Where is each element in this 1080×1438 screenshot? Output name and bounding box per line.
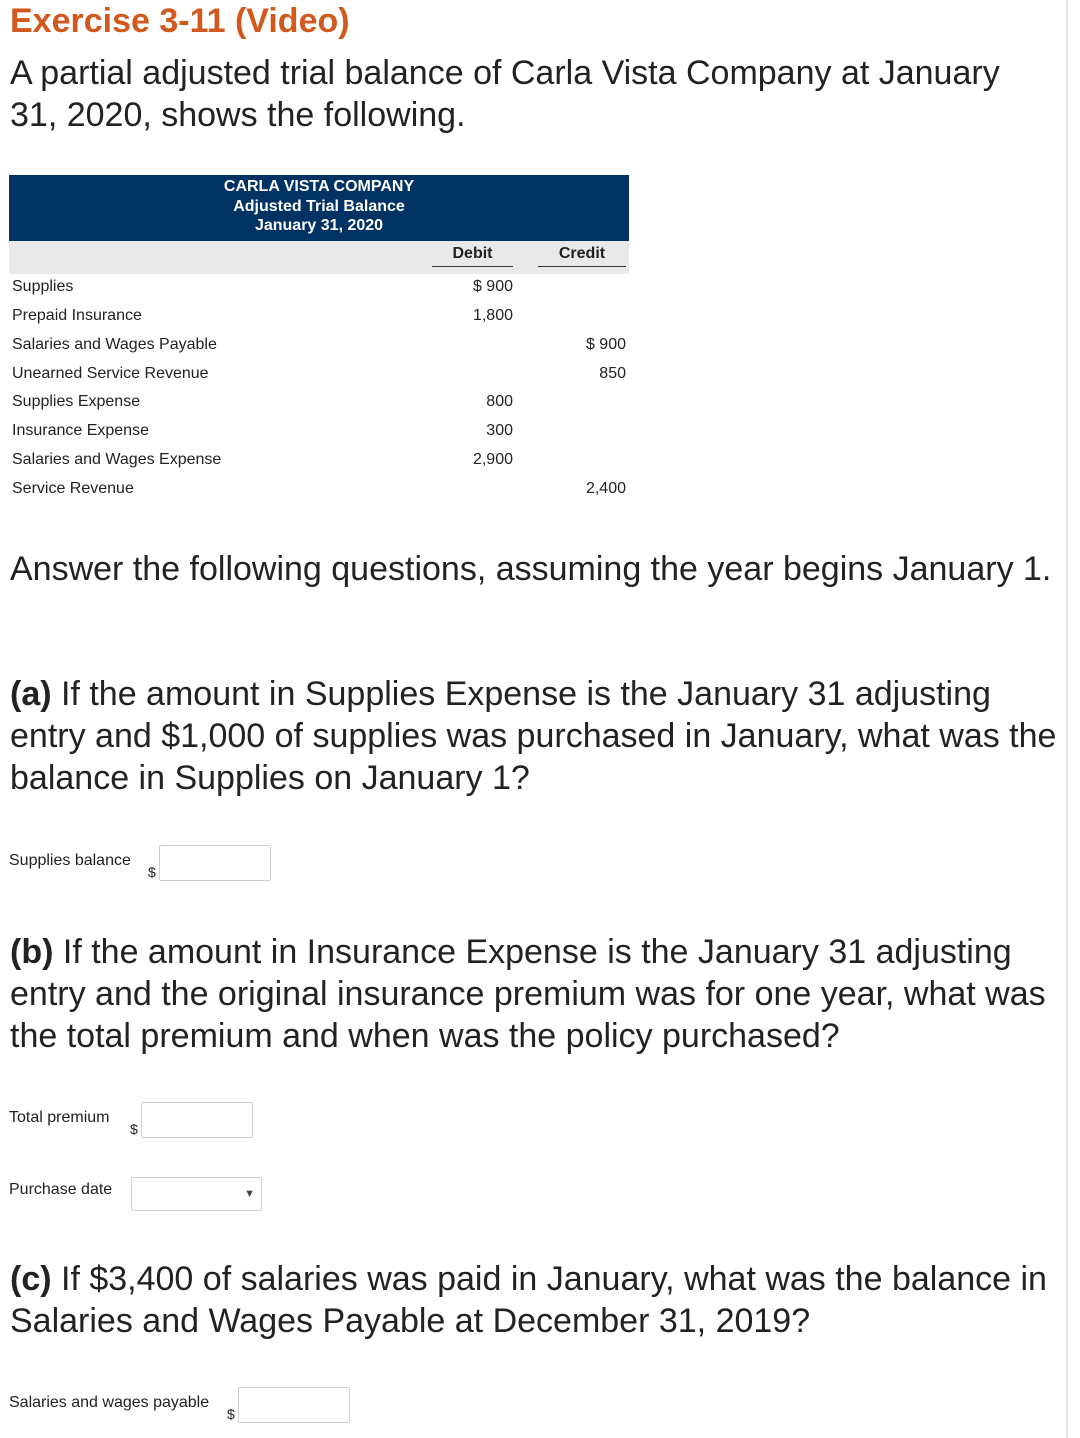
- account-name: Prepaid Insurance: [12, 307, 142, 324]
- statement-name: Adjusted Trial Balance: [233, 198, 405, 215]
- column-header-bar: [9, 241, 629, 274]
- supplies-balance-input[interactable]: [159, 845, 271, 881]
- debit-amount: 800: [486, 393, 513, 410]
- debit-amount: $ 900: [472, 278, 513, 295]
- debit-column-header: Debit: [432, 245, 513, 267]
- credit-amount: 2,400: [585, 480, 626, 497]
- salaries-payable-input[interactable]: [238, 1387, 350, 1423]
- instructions-text: Answer the following questions, assuming the year begins January 1.: [10, 550, 1052, 588]
- trial-balance-header: [9, 175, 629, 241]
- account-name: Supplies: [12, 278, 74, 295]
- account-name: Service Revenue: [12, 480, 134, 497]
- question-b-text: If the amount in Insurance Expense is the January 31 adjusting entry and the original insurance premium was for one year, what was the total premium and when was the policy purchased?: [10, 933, 1046, 1055]
- supplies-balance-label: Supplies balance: [9, 852, 131, 869]
- total-premium-input[interactable]: [141, 1102, 253, 1138]
- purchase-date-label: Purchase date: [9, 1181, 113, 1198]
- question-c-letter: (c): [10, 1260, 52, 1298]
- statement-date: January 31, 2020: [254, 217, 384, 234]
- account-name: Salaries and Wages Expense: [12, 451, 222, 468]
- debit-amount: 2,900: [472, 451, 513, 468]
- question-b: [10, 931, 1060, 1057]
- currency-symbol: $: [130, 1121, 138, 1137]
- credit-amount: 850: [599, 365, 626, 382]
- question-c-text: If $3,400 of salaries was paid in January, what was the balance in Salaries and Wages Payable at December 31, 2019?: [10, 1260, 1047, 1340]
- company-name: CARLA VISTA COMPANY: [223, 178, 415, 195]
- credit-amount: $ 900: [585, 336, 626, 353]
- question-a: [10, 673, 1060, 799]
- chevron-down-icon: ▼: [244, 1188, 255, 1200]
- currency-symbol: $: [148, 864, 156, 880]
- currency-symbol: $: [227, 1406, 235, 1422]
- credit-column-header: Credit: [538, 245, 626, 267]
- debit-amount: 1,800: [472, 307, 513, 324]
- account-name: Unearned Service Revenue: [12, 365, 209, 382]
- question-a-letter: (a): [10, 675, 52, 713]
- account-name: Salaries and Wages Payable: [12, 336, 217, 353]
- account-name: Insurance Expense: [12, 422, 149, 439]
- account-name: Supplies Expense: [12, 393, 141, 410]
- question-c: [10, 1258, 1060, 1342]
- exercise-title: Exercise 3-11 (Video): [10, 2, 350, 40]
- purchase-date-select[interactable]: [131, 1177, 262, 1211]
- salaries-payable-label: Salaries and wages payable: [9, 1394, 210, 1411]
- question-a-text: If the amount in Supplies Expense is the January 31 adjusting entry and $1,000 of supplies was purchased in January, what was the balance in Supplies on January 1?: [10, 675, 1057, 797]
- intro-text: A partial adjusted trial balance of Carla Vista Company at January 31, 2020, shows the following.: [10, 54, 1000, 134]
- total-premium-label: Total premium: [9, 1109, 110, 1126]
- page-right-border: [1066, 0, 1068, 1438]
- debit-amount: 300: [486, 422, 513, 439]
- question-b-letter: (b): [10, 933, 54, 971]
